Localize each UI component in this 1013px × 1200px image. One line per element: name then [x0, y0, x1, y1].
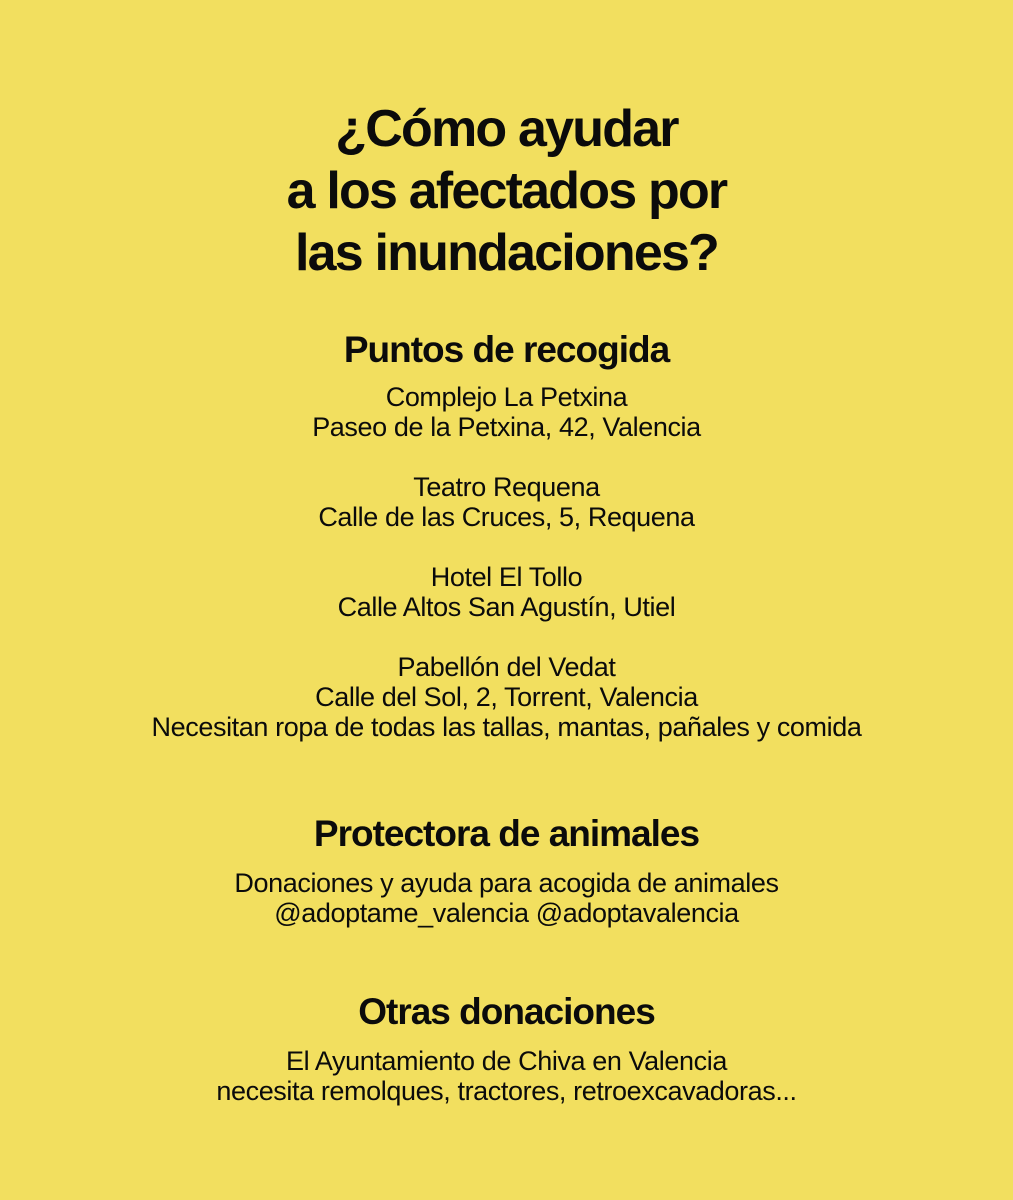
page-title	[0, 98, 1013, 284]
collection-point-address: Calle del Sol, 2, Torrent, Valencia	[315, 682, 698, 712]
animal-shelter-accounts: @adoptame_valencia @adoptavalencia	[274, 898, 739, 928]
collection-point-name: Pabellón del Vedat	[397, 652, 616, 682]
animal-shelter-description: Donaciones y ayuda para acogida de animales	[234, 868, 779, 898]
title-line-3: las inundaciones?	[294, 224, 719, 282]
animal-shelter-heading: Protectora de animales	[313, 813, 700, 854]
title-line-1: ¿Cómo ayudar	[335, 100, 678, 158]
collection-point-name: Teatro Requena	[413, 472, 600, 502]
other-donations-line-1: El Ayuntamiento de Chiva en Valencia	[286, 1046, 727, 1076]
collection-point-note: Necesitan ropa de todas las tallas, mantas, pañales y comida	[151, 712, 862, 742]
collection-point-address: Calle Altos San Agustín, Utiel	[337, 592, 676, 622]
collection-point-name: Complejo La Petxina	[385, 382, 628, 412]
collection-point-address: Calle de las Cruces, 5, Requena	[318, 502, 695, 532]
title-line-2: a los afectados por	[286, 162, 727, 220]
collection-point-address: Paseo de la Petxina, 42, Valencia	[312, 412, 701, 442]
collection-points-heading: Puntos de recogida	[343, 329, 670, 370]
other-donations-line-2: necesita remolques, tractores, retroexcavadoras...	[216, 1076, 797, 1106]
other-donations-heading: Otras donaciones	[358, 991, 655, 1032]
collection-point-name: Hotel El Tollo	[430, 562, 583, 592]
